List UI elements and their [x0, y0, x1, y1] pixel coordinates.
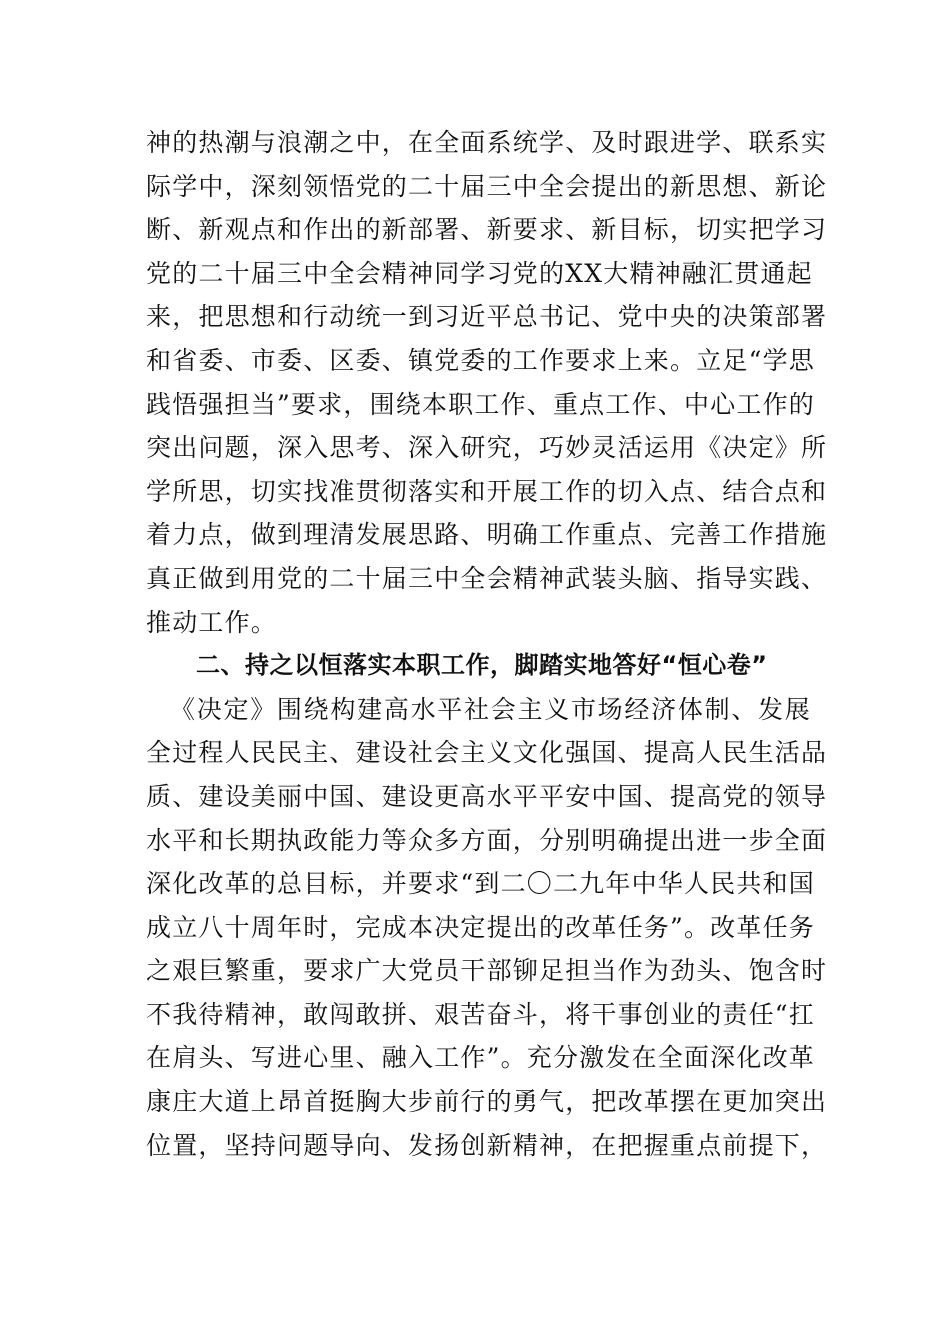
paragraph-line: 神的热潮与浪潮之中，在全面系统学、及时跟进学、联系实: [146, 128, 828, 157]
document-body: [146, 121, 828, 1167]
paragraph-line: 学所思，切实找准贯彻落实和开展工作的切入点、结合点和: [146, 476, 828, 506]
paragraph-line: 断、新观点和作出的新部署、新要求、新目标，切实把学习: [146, 215, 828, 245]
section-heading: 二、持之以恒落实本职工作，脚踏实地答好“恒心卷”: [196, 651, 768, 680]
paragraph-line: 质、建设美丽中国、建设更高水平平安中国、提高党的领导: [146, 781, 828, 811]
paragraph-line: 践悟强担当”要求，围绕本职工作、重点工作、中心工作的: [146, 389, 815, 419]
paragraph-line: 全过程人民民主、建设社会主义文化强国、提高人民生活品: [146, 738, 828, 768]
paragraph-line: 推动工作。: [146, 607, 278, 637]
paragraph-line: 《决定》围绕构建高水平社会主义市场经济体制、发展: [170, 694, 811, 724]
paragraph-line: 之艰巨繁重，要求广大党员干部铆足担当作为劲头、饱含时: [146, 956, 828, 986]
paragraph-line: 真正做到用党的二十届三中全会精神武装头脑、指导实践、: [146, 563, 828, 593]
paragraph-line: 和省委、市委、区委、镇党委的工作要求上来。立足“学思: [146, 345, 815, 375]
paragraph-line: 水平和长期执政能力等众多方面，分别明确提出进一步全面: [146, 825, 828, 855]
paragraph-line: 来，把思想和行动统一到习近平总书记、党中央的决策部署: [146, 302, 828, 332]
paragraph-line: 位置，坚持问题导向、发扬创新精神，在把握重点前提下，: [146, 1130, 828, 1160]
paragraph-line: 成立八十周年时，完成本决定提出的改革任务”。改革任务: [146, 912, 815, 942]
paragraph-line: 康庄大道上昂首挺胸大步前行的勇气，把改革摆在更加突出: [146, 1087, 828, 1117]
paragraph-line: 着力点，做到理清发展思路、明确工作重点、完善工作措施: [146, 520, 828, 550]
paragraph-line: 际学中，深刻领悟党的二十届三中全会提出的新思想、新论: [146, 171, 828, 201]
paragraph-line: 在肩头、写进心里、融入工作”。充分激发在全面深化改革: [146, 1043, 815, 1073]
paragraph-line: 不我待精神，敢闯敢拼、艰苦奋斗，将干事创业的责任“扛: [146, 999, 815, 1029]
paragraph-line: 突出问题，深入思考、深入研究，巧妙灵活运用《决定》所: [146, 433, 828, 463]
paragraph-line: 深化改革的总目标，并要求“到二〇二九年中华人民共和国: [146, 869, 815, 899]
paragraph-line: 党的二十届三中全会精神同学习党的XX大精神融汇贯通起: [146, 258, 813, 288]
